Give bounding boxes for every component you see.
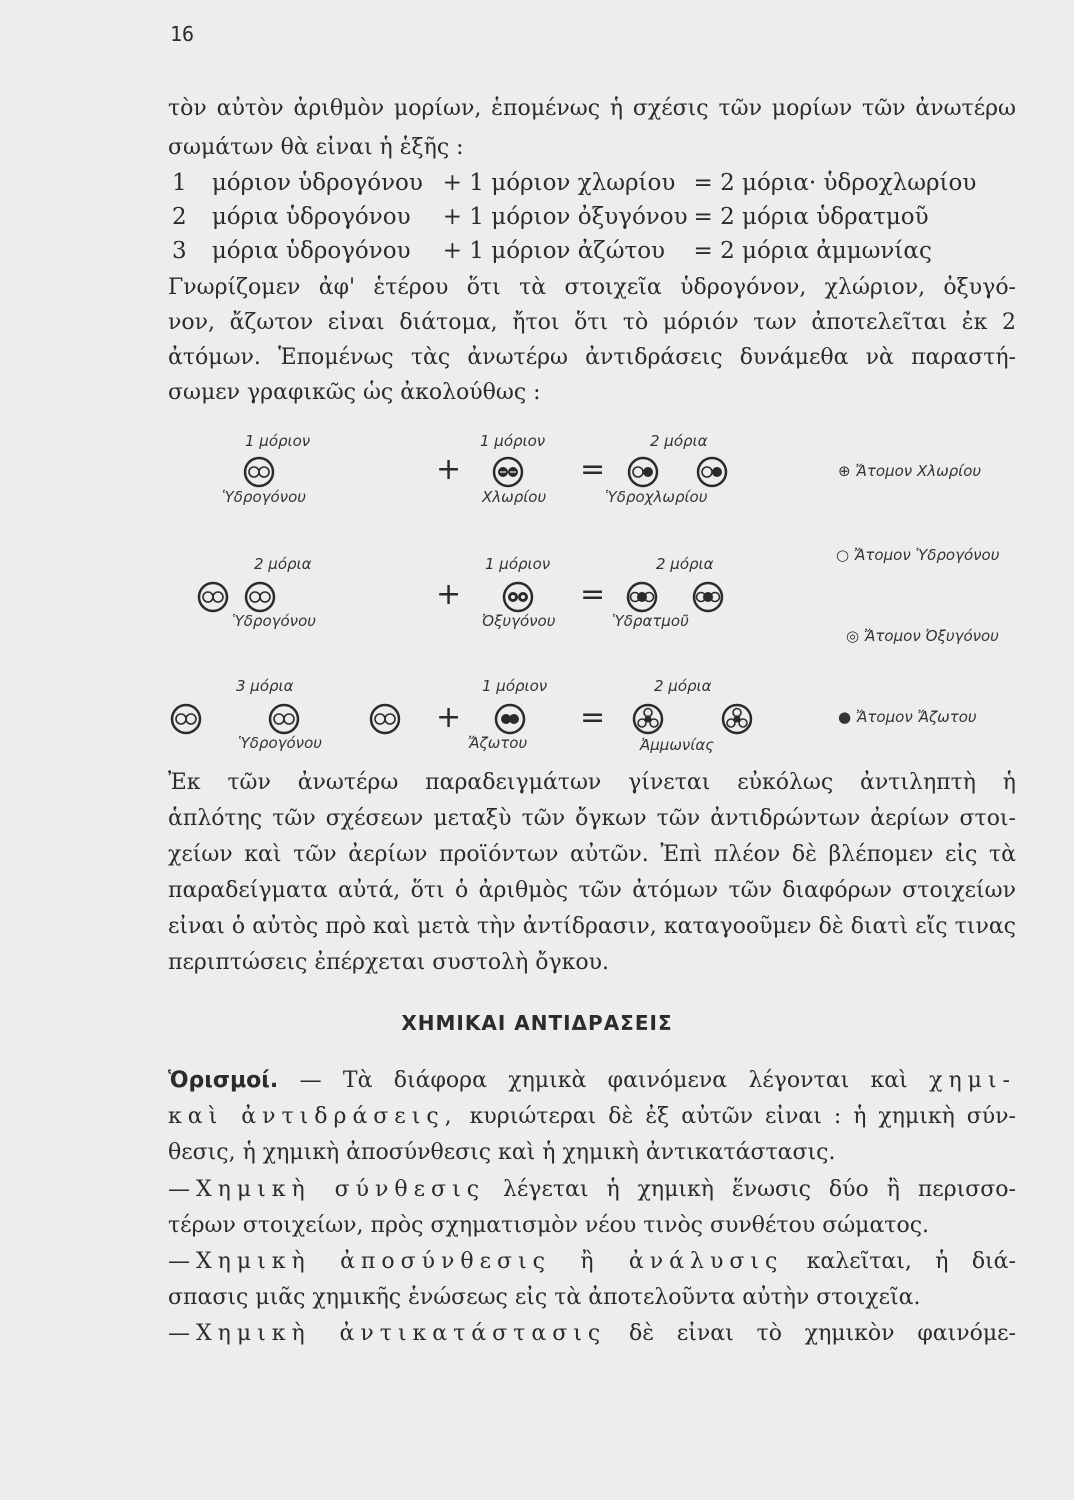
row1-n3: Ὑδροχλωρίου bbox=[605, 488, 708, 506]
row2-hydrogen-molecule-2 bbox=[246, 583, 274, 611]
row3-ammonia-molecule-1 bbox=[634, 705, 662, 733]
row3-plus: + bbox=[436, 700, 462, 735]
row1-n1: Ὑδρογόνου bbox=[222, 488, 306, 506]
row3-hydrogen-molecule-3 bbox=[371, 705, 399, 733]
row2-q3: 2 μόρια bbox=[656, 555, 714, 573]
equation-2 bbox=[168, 204, 1016, 230]
definitions-l1-rest: — Τὰ διάφορα χημικὰ φαινόμενα λέγονται καὶ bbox=[299, 1068, 908, 1093]
eq1-mid: + 1 μόριον χλωρίου bbox=[442, 170, 676, 196]
row1-plus: + bbox=[436, 452, 462, 487]
intro-line-1: τὸν αὐτὸν ἀριθμὸν μορίων, ἑπομένως ἡ σχέσις τῶν μορίων τῶν ἀνωτέρω bbox=[168, 96, 1016, 121]
row2-water-molecule-1 bbox=[628, 583, 656, 611]
eq1-coef: 1 bbox=[172, 170, 187, 196]
row3-equals: = bbox=[580, 700, 606, 735]
definitions-l8-rest: δὲ εἶναι τὸ χημικὸν φαινόμε- bbox=[628, 1321, 1016, 1346]
definitions-l2-rest: κυριώτεραι δὲ ἐξ αὐτῶν εἶναι : ἡ χημικὴ σύν- bbox=[469, 1104, 1016, 1129]
row2-oxygen-molecule bbox=[504, 583, 532, 611]
definitions-line-7: σπασις μιᾶς χημικῆς ἑνώσεως εἰς τὰ ἀποτελοῦντα αὐτὴν στοιχεῖα. bbox=[168, 1285, 921, 1310]
definitions-line-4 bbox=[168, 1177, 1016, 1202]
definitions-l6-rest: καλεῖται, ἡ διά- bbox=[806, 1249, 1016, 1274]
definitions-line-8 bbox=[168, 1321, 1016, 1346]
row1-hcl-molecule-2 bbox=[698, 458, 726, 486]
row1-chlorine-molecule bbox=[494, 458, 522, 486]
row1-hydrogen-molecule bbox=[245, 458, 273, 486]
para2-line-4: παραδείγματα αὐτά, ὅτι ὁ ἀριθμὸς τῶν ἀτόμων τῶν διαφόρων στοιχείων bbox=[168, 878, 1016, 903]
definitions-line-6 bbox=[168, 1249, 1016, 1274]
row3-nitrogen-molecule bbox=[496, 705, 524, 733]
definitions-l2-spaced: καὶ ἀντιδράσεις, bbox=[168, 1104, 458, 1129]
definitions-l6-spaced: —Χημικὴ ἀποσύνθεσις ἢ ἀνάλυσις bbox=[168, 1249, 784, 1274]
eq3-right: = 2 μόρια ἀμμωνίας bbox=[693, 238, 932, 264]
molecule-diagram bbox=[0, 420, 1074, 760]
para2-line-2: ἁπλότης τῶν σχέσεων μεταξὺ τῶν ὄγκων τῶν ἀντιδρώντων ἀερίων στοι- bbox=[168, 806, 1016, 831]
eq3-left: μόρια ὑδρογόνου bbox=[211, 238, 411, 264]
row2-n1: Ὑδρογόνου bbox=[232, 612, 316, 630]
section-heading: ΧΗΜΙΚΑΙ ΑΝΤΙΔΡΑΣΕΙΣ bbox=[401, 1011, 673, 1035]
row2-equals: = bbox=[580, 577, 606, 612]
para1-line-4: σωμεν γραφικῶς ὡς ἀκολούθως : bbox=[168, 380, 541, 405]
row1-q2: 1 μόριον bbox=[480, 432, 546, 450]
eq2-left: μόρια ὑδρογόνου bbox=[211, 204, 411, 230]
para1-line-1: Γνωρίζομεν ἀφ' ἑτέρου ὅτι τὰ στοιχεῖα ὑδρογόνον, χλώριον, ὀξυγό- bbox=[168, 275, 1016, 300]
row2-hydrogen-molecule-1 bbox=[199, 583, 227, 611]
definitions-title: Ὁρισμοί. bbox=[168, 1068, 279, 1093]
row2-q1: 2 μόρια bbox=[254, 555, 312, 573]
legend-nitrogen: ● Ἄτομον Ἄζωτου bbox=[838, 708, 977, 726]
row2-q2: 1 μόριον bbox=[485, 555, 551, 573]
row2-water-molecule-2 bbox=[694, 583, 722, 611]
definitions-line-5: τέρων στοιχείων, πρὸς σχηματισμὸν νέου τινὸς συνθέτου σώματος. bbox=[168, 1213, 930, 1238]
definitions-line-3: θεσις, ἡ χημικὴ ἀποσύνθεσις καὶ ἡ χημικὴ ἀντικατάστασις. bbox=[168, 1140, 836, 1165]
para2-line-3: χείων καὶ τῶν ἀερίων προϊόντων αὐτῶν. Ἐπὶ πλέον δὲ βλέπομεν εἰς τὰ bbox=[168, 842, 1016, 867]
legend-hydrogen: ○ Ἄτομον Ὑδρογόνου bbox=[836, 546, 1000, 564]
para2-line-6: περιπτώσεις ἐπέρχεται συστολὴ ὄγκου. bbox=[168, 950, 610, 975]
row1-q3: 2 μόρια bbox=[650, 432, 708, 450]
definitions-line-1 bbox=[168, 1068, 1016, 1093]
row1-q1: 1 μόριον bbox=[245, 432, 311, 450]
row3-q3: 2 μόρια bbox=[654, 677, 712, 695]
equation-3 bbox=[168, 238, 1016, 264]
eq1-left: μόριον ὑδρογόνου bbox=[211, 170, 423, 196]
equation-1 bbox=[168, 170, 1016, 196]
eq1-right: = 2 μόρια· ὑδροχλωρίου bbox=[693, 170, 977, 196]
eq2-coef: 2 bbox=[172, 204, 187, 230]
row3-hydrogen-molecule-1 bbox=[172, 705, 200, 733]
page-number: 16 bbox=[170, 22, 195, 46]
definitions-l4-rest: λέγεται ἡ χημικὴ ἕνωσις δύο ἢ περισσο- bbox=[502, 1177, 1016, 1202]
row1-n2: Χλωρίου bbox=[482, 488, 547, 506]
row3-q1: 3 μόρια bbox=[236, 677, 294, 695]
para2-line-1: Ἐκ τῶν ἀνωτέρω παραδειγμάτων γίνεται εὐκόλως ἀντιληπτὴ ἡ bbox=[168, 770, 1016, 795]
row2-plus: + bbox=[436, 577, 462, 612]
row3-n1: Ὑδρογόνου bbox=[238, 734, 322, 752]
legend-oxygen: ◎ Ἄτομον Ὀξυγόνου bbox=[846, 627, 999, 645]
row3-ammonia-molecule-2 bbox=[723, 705, 751, 733]
row3-n3: Ἀμμωνίας bbox=[640, 736, 715, 754]
legend-chlorine: ⊕ Ἄτομον Χλωρίου bbox=[838, 462, 982, 480]
eq2-mid: + 1 μόριον ὀξυγόνου bbox=[442, 204, 688, 230]
intro-line-2: σωμάτων θὰ εἶναι ἡ ἑξῆς : bbox=[168, 135, 464, 160]
para1-line-2: νον, ἄζωτον εἶναι διάτομα, ἤτοι ὅτι τὸ μόριόν των ἀποτελεῖται ἐκ 2 bbox=[168, 310, 1016, 335]
eq2-right: = 2 μόρια ὑδρατμοῦ bbox=[693, 204, 929, 230]
para2-line-5: εἶναι ὁ αὐτὸς πρὸ καὶ μετὰ τὴν ἀντίδρασιν, καταγοοῦμεν δὲ διατὶ εἴς τινας bbox=[168, 914, 1016, 939]
row3-q2: 1 μόριον bbox=[482, 677, 548, 695]
definitions-l8-spaced: —Χημικὴ ἀντικατάστασις bbox=[168, 1321, 607, 1346]
row1-hcl-molecule-1 bbox=[629, 458, 657, 486]
eq3-coef: 3 bbox=[172, 238, 187, 264]
row2-n2: Ὀξυγόνου bbox=[482, 612, 556, 630]
row3-hydrogen-molecule-2 bbox=[270, 705, 298, 733]
para1-line-3: ἀτόμων. Ἑπομένως τὰς ἀνωτέρω ἀντιδράσεις δυνάμεθα νὰ παραστή- bbox=[168, 345, 1016, 370]
row2-n3: Ὑδρατμοῦ bbox=[612, 612, 689, 630]
definitions-l4-spaced: —Χημικὴ σύνθεσις bbox=[168, 1177, 486, 1202]
definitions-line-2 bbox=[168, 1104, 1016, 1129]
definitions-l1-spaced: χημι- bbox=[929, 1068, 1016, 1093]
eq3-mid: + 1 μόριον ἀζώτου bbox=[442, 238, 666, 264]
row3-n2: Ἄζωτου bbox=[468, 734, 528, 752]
row1-equals: = bbox=[580, 452, 606, 487]
